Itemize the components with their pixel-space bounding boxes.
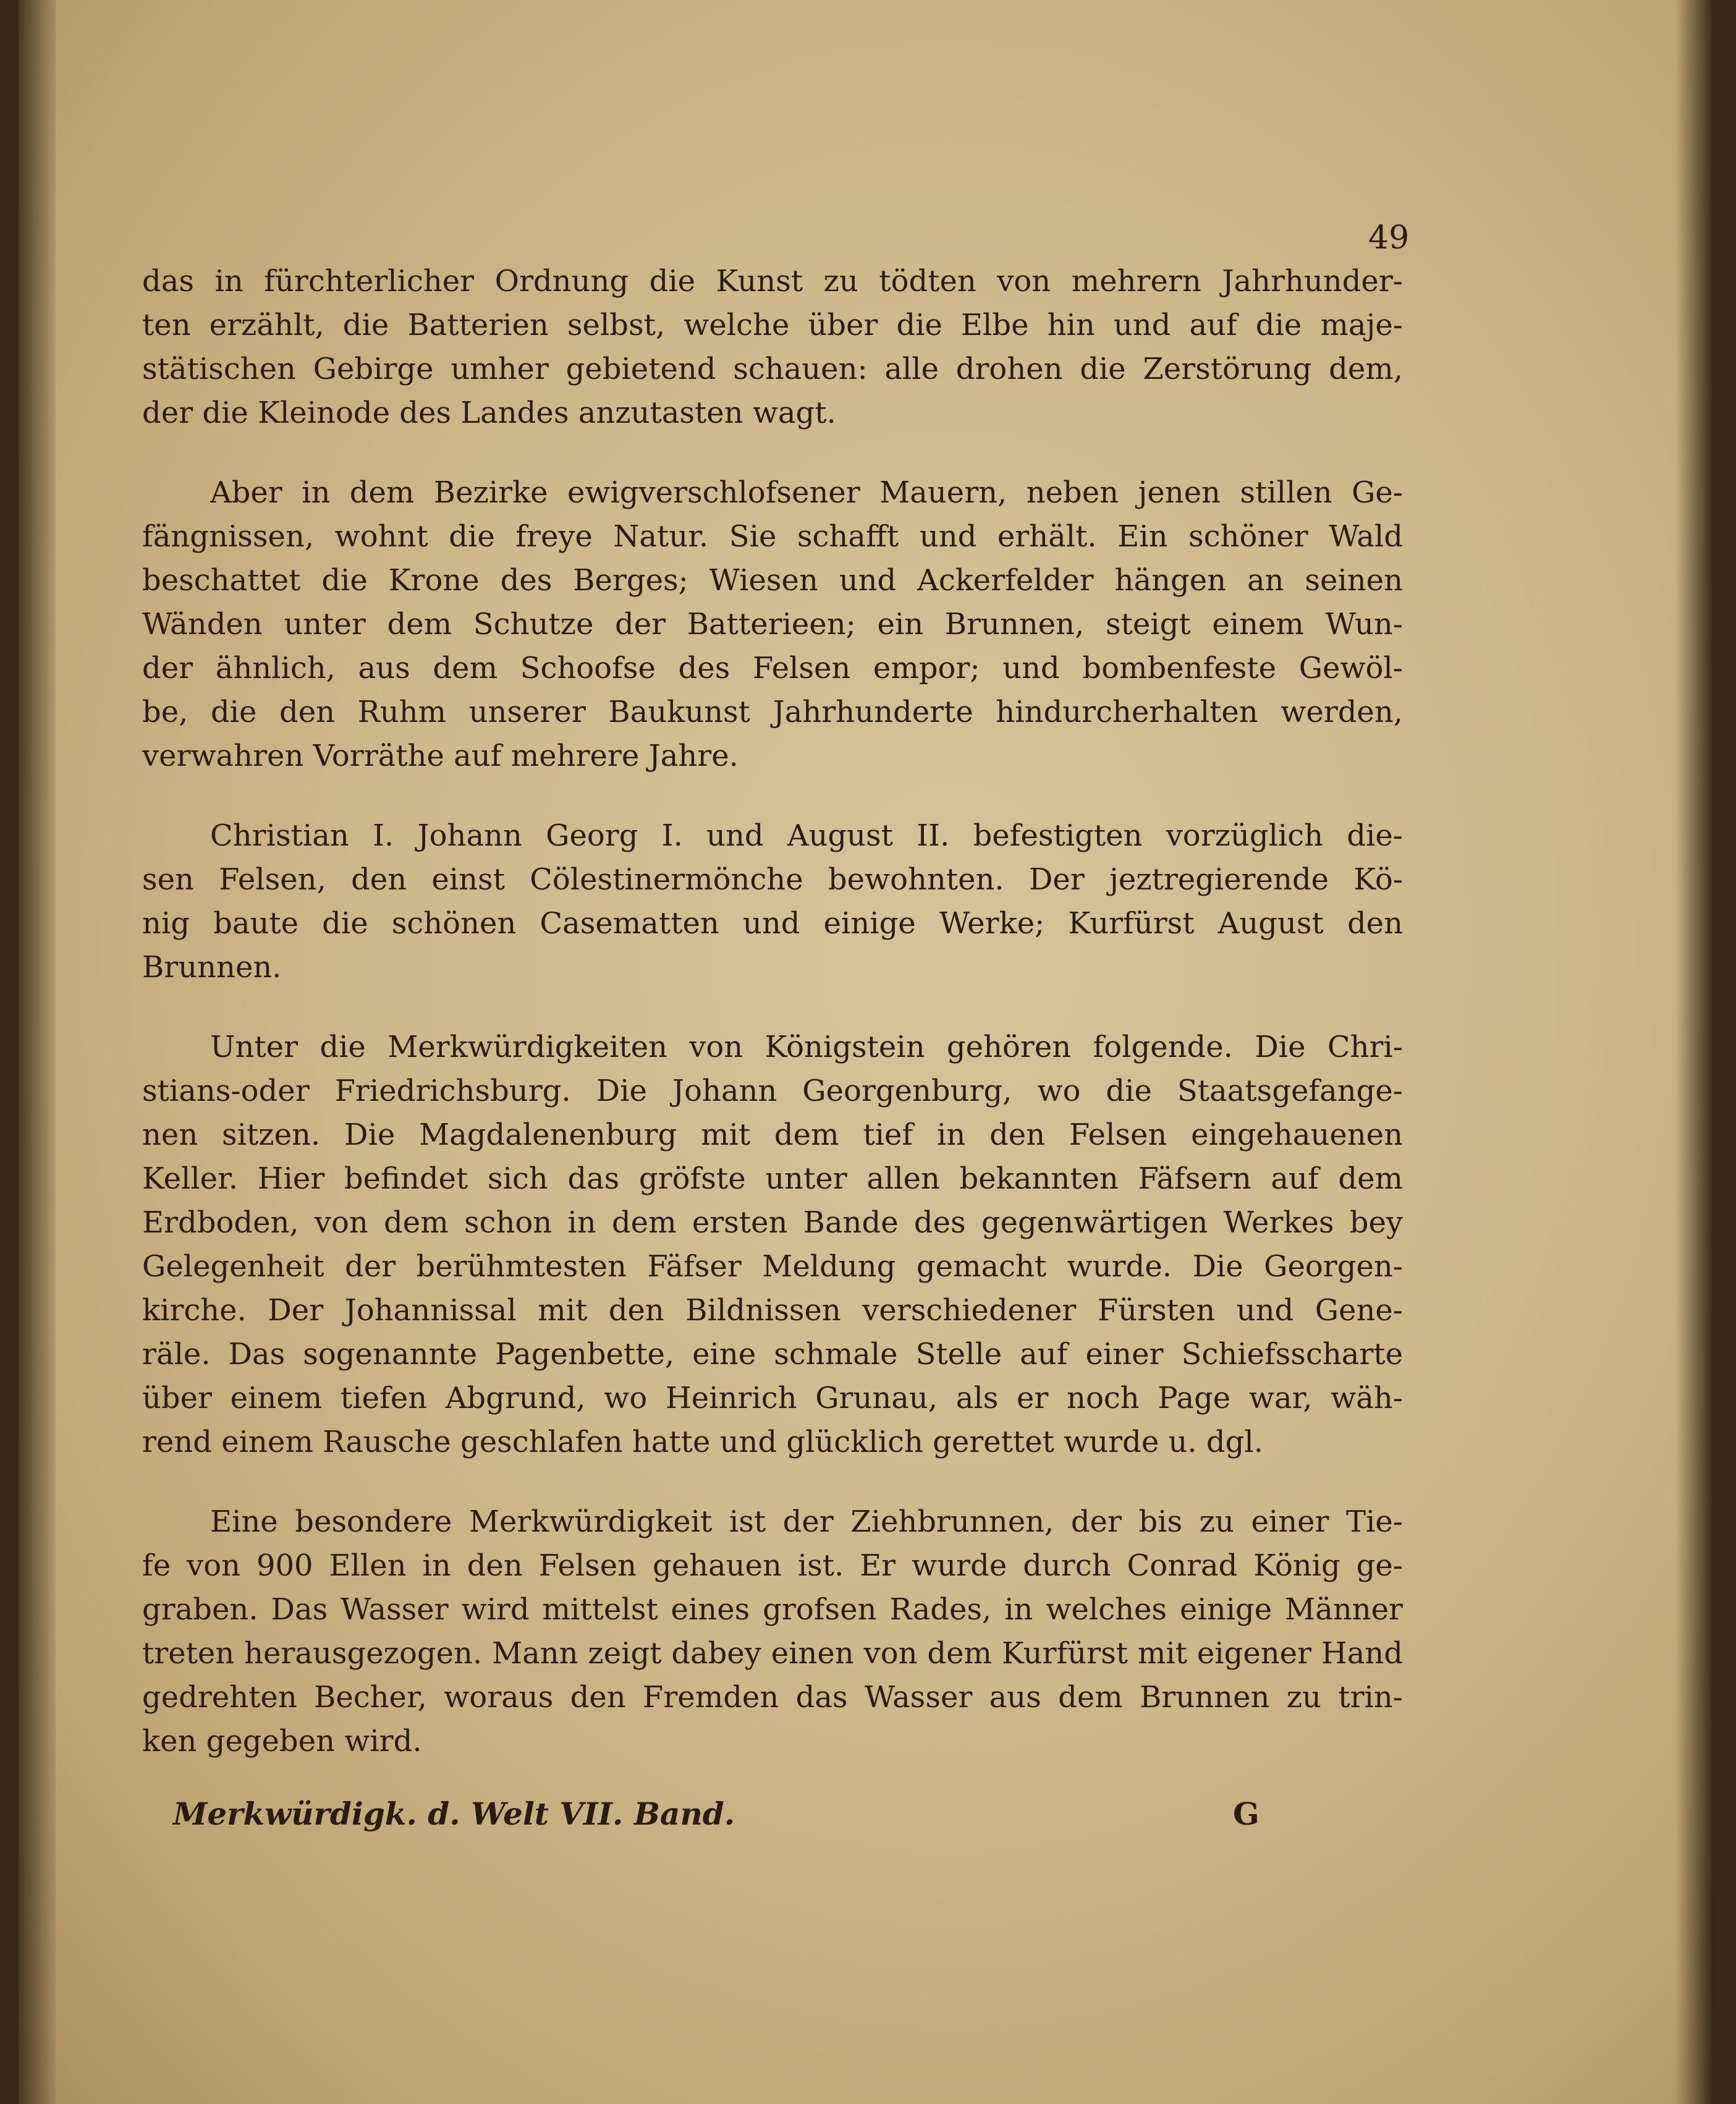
text-line: Christian I. Johann Georg I. und August II. befestigten vorzüglich die-	[210, 818, 1403, 853]
paragraph-4	[142, 1025, 1403, 1464]
text-line: kirche. Der Johannissal mit den Bildnissen verschiedener Fürsten und Gene-	[142, 1293, 1403, 1328]
footer-title: Merkwürdigk. d. Welt VII. Band.	[173, 1796, 735, 1832]
page-edge-shadow	[1675, 0, 1712, 2104]
text-line: nen sitzen. Die Magdalenenburg mit dem tief in den Felsen eingehauenen	[142, 1118, 1403, 1152]
text-line: verwahren Vorräthe auf mehrere Jahre.	[142, 739, 739, 773]
text-line: ken gegeben wird.	[142, 1724, 422, 1758]
text-line: gedrehten Becher, woraus den Fremden das Wasser aus dem Brunnen zu trin-	[142, 1680, 1403, 1715]
text-line: Gelegenheit der berühmtesten Fäfser Meldung gemacht wurde. Die Georgen-	[142, 1249, 1403, 1284]
text-line: graben. Das Wasser wird mittelst eines grofsen Rades, in welches einige Männer	[142, 1592, 1403, 1627]
text-line: Keller. Hier befindet sich das gröfste unter allen bekannten Fäfsern auf dem	[142, 1161, 1403, 1196]
paragraph-1	[142, 260, 1403, 435]
text-line: das in fürchterlicher Ordnung die Kunst zu tödten von mehrern Jahrhunder-	[142, 264, 1403, 299]
text-line: fängnissen, wohnt die freye Natur. Sie schafft und erhält. Ein schöner Wald	[142, 519, 1403, 554]
text-line: stätischen Gebirge umher gebietend schauen: alle drohen die Zerstörung dem,	[142, 352, 1403, 386]
text-line: Wänden unter dem Schutze der Batterieen; ein Brunnen, steigt einem Wun-	[142, 607, 1403, 642]
text-line: fe von 900 Ellen in den Felsen gehauen ist. Er wurde durch Conrad König ge-	[142, 1548, 1403, 1583]
text-line: Aber in dem Bezirke ewigverschlofsener Mauern, neben jenen stillen Ge-	[210, 475, 1403, 510]
text-line: räle. Das sogenannte Pagenbette, eine schmale Stelle auf einer Schiefsscharte	[142, 1337, 1403, 1372]
paragraph-3	[142, 814, 1403, 990]
text-line: stians-oder Friedrichsburg. Die Johann Georgenburg, wo die Staatsgefange-	[142, 1074, 1403, 1108]
text-line: rend einem Rausche geschlafen hatte und glücklich gerettet wurde u. dgl.	[142, 1425, 1263, 1459]
text-line: über einem tiefen Abgrund, wo Heinrich Grunau, als er noch Page war, wäh-	[142, 1381, 1403, 1415]
text-line: treten herausgezogen. Mann zeigt dabey einen von dem Kurfürst mit eigener Hand	[142, 1636, 1403, 1671]
text-line: Unter die Merkwürdigkeiten von Königstein gehören folgende. Die Chri-	[210, 1030, 1403, 1064]
text-line: ten erzählt, die Batterien selbst, welche über die Elbe hin und auf die maje-	[142, 308, 1403, 342]
text-line: Eine besondere Merkwürdigkeit ist der Ziehbrunnen, der bis zu einer Tie-	[210, 1504, 1403, 1539]
text-line: beschattet die Krone des Berges; Wiesen und Ackerfelder hängen an seinen	[142, 563, 1403, 598]
page-number: 49	[1368, 219, 1410, 257]
text-line: be, die den Ruhm unserer Baukunst Jahrhunderte hindurcherhalten werden,	[142, 695, 1403, 729]
body-text	[142, 260, 1403, 1799]
text-line: der die Kleinode des Landes anzutasten wagt.	[142, 396, 836, 430]
page-footer	[173, 1796, 1260, 1832]
signature-mark: G	[1233, 1796, 1260, 1832]
paragraph-5	[142, 1500, 1403, 1763]
text-line: nig baute die schönen Casematten und einige Werke; Kurfürst August den	[142, 906, 1403, 941]
text-line: Erdboden, von dem schon in dem ersten Bande des gegenwärtigen Werkes bey	[142, 1205, 1403, 1240]
binding-edge	[19, 0, 56, 2104]
text-line: der ähnlich, aus dem Schoofse des Felsen empor; und bombenfeste Gewöl-	[142, 651, 1403, 685]
paragraph-2	[142, 471, 1403, 778]
text-line: Brunnen.	[142, 950, 282, 985]
text-line: sen Felsen, den einst Cölestinermönche bewohnten. Der jeztregierende Kö-	[142, 862, 1403, 897]
